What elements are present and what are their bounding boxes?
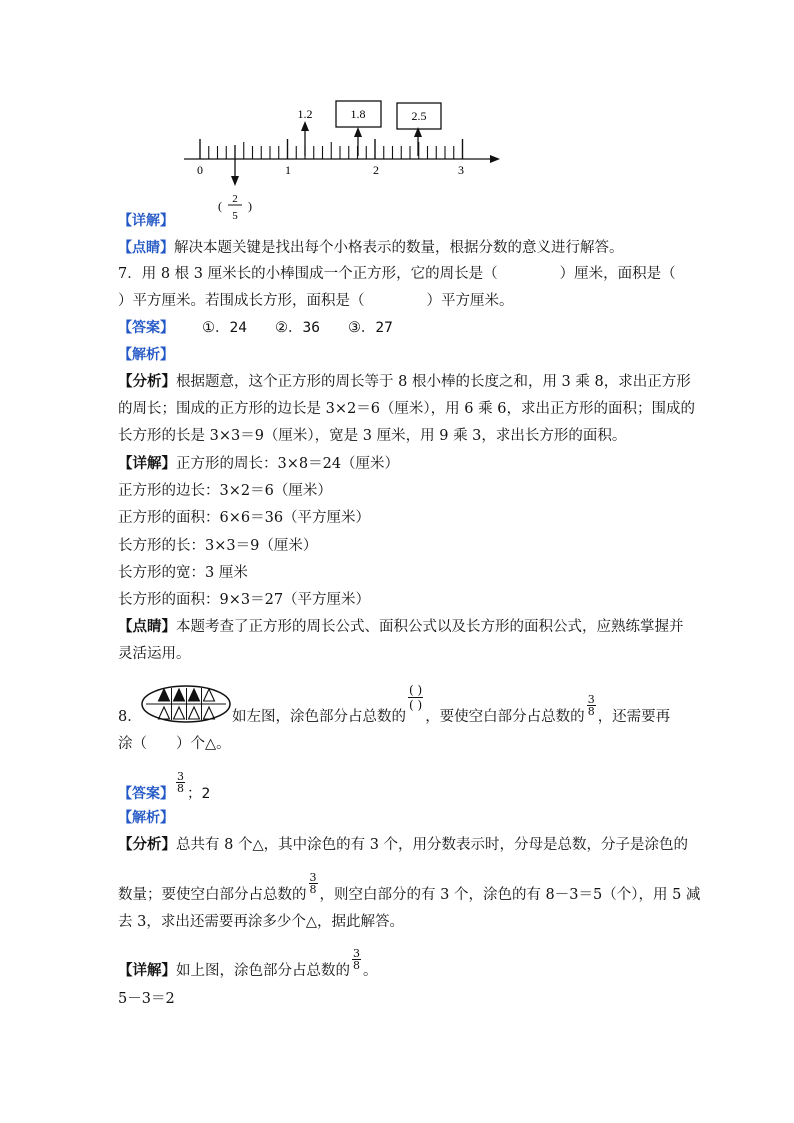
detail-tag: 【详解】 [118, 213, 174, 229]
q7-fenxi-line-2 [118, 398, 695, 420]
triangle-oval-figure [140, 683, 232, 725]
q7-detail-line-2 [118, 480, 678, 502]
axis-arrow-icon [490, 155, 500, 163]
fraction-3-8 [352, 948, 361, 971]
q8-fenxi-line-3 [118, 911, 678, 933]
q8-detail-line-1 [118, 946, 678, 982]
frac-num: 3 [587, 692, 595, 706]
empty-triangle-icon [204, 689, 215, 701]
fenxi-tag: 【分析】 [118, 836, 176, 853]
fenxi-text: 数量；要使空白部分占总数的 [118, 887, 307, 903]
comment-tag: 【点睛】 [118, 618, 176, 635]
q8-text: ，要使空白部分占总数的 [425, 709, 585, 725]
answer-rest: ；2 [187, 786, 211, 802]
comment-text: 灵活运用。 [118, 646, 191, 662]
q7-fenxi-line-3 [118, 425, 678, 447]
tick-label-2: 2 [373, 163, 379, 177]
frac-num: 3 [177, 769, 184, 783]
frac-den: 8 [587, 704, 595, 718]
q8-question-line-2 [118, 733, 678, 755]
q6-detail-line [118, 210, 678, 232]
analysis-tag: 【解析】 [118, 810, 174, 826]
q7-detail-line-5 [118, 562, 678, 584]
detail-tag: 【详解】 [118, 455, 176, 472]
comment-tag: 【点睛】 [118, 240, 174, 256]
q7-fenxi-line-1 [118, 371, 691, 393]
frac-num: 3 [309, 870, 317, 884]
q6-comment-line [118, 237, 678, 259]
q8-fenxi-line-2 [118, 870, 701, 906]
fenxi-text: 根据题意，这个正方形的周长等于 8 根小棒的长度之和，用 3 乘 8，求出正方形 [176, 374, 691, 390]
mark-label-1-8: 1.8 [350, 107, 366, 121]
empty-triangle-icon [174, 707, 185, 719]
q8-answer-line [118, 769, 678, 805]
empty-triangle-icon [204, 707, 215, 719]
q7-question-line-1 [118, 263, 678, 285]
q7-detail-line-4 [118, 535, 678, 557]
q7-detail-line-6 [118, 589, 678, 611]
arrow-up-icon [301, 121, 309, 131]
down-mark-numerator: 2 [232, 193, 238, 205]
q8-text: 涂（ ）个△。 [118, 736, 231, 752]
detail-text: 长方形的宽：3 厘米 [118, 565, 248, 581]
answer-3: ③．27 [347, 320, 393, 336]
detail-text: 长方形的面积：9×3＝27（平方厘米） [118, 592, 371, 608]
tick-label-0: 0 [197, 163, 203, 177]
q7-text: ）平方厘米。 [426, 293, 514, 309]
frac-den: 8 [309, 882, 317, 896]
q8-text: 如左图，涂色部分占总数的 [232, 709, 406, 725]
fenxi-text: 长方形的长是 3×3＝9（厘米），宽是 3 厘米，用 9 乘 3，求出长方形的面积。 [118, 428, 627, 444]
q7-text: ）平方厘米。若围成长方形，面积是（ [118, 293, 365, 309]
detail-text: 正方形的边长：3×2＝6（厘米） [118, 483, 332, 499]
shaded-triangle-icon [174, 689, 185, 701]
blank-frac-den: ( ) [409, 697, 423, 712]
q8-text: ，还需要再 [597, 709, 671, 725]
blank-frac-num: ( ) [409, 682, 423, 697]
q8-detail-line-2 [118, 988, 678, 1010]
answer-2: ②．36 [274, 320, 320, 336]
comment-text: 解决本题关键是找出每个小格表示的数量，根据分数的意义进行解答。 [174, 240, 624, 256]
q7-answer-line [118, 317, 678, 339]
q8-analysis-line [118, 807, 678, 829]
fenxi-text: 总共有 8 个△，其中涂色的有 3 个，用分数表示时，分母是总数，分子是涂色的 [176, 837, 689, 853]
q8-fenxi-line-1 [118, 834, 689, 856]
q7-detail-line-1 [118, 453, 678, 475]
detail-text: 。 [363, 963, 378, 979]
down-mark-denominator: 5 [232, 210, 238, 222]
answer-fraction [176, 771, 185, 794]
detail-text: 正方形的周长：3×8＝24（厘米） [176, 456, 400, 472]
frac-num: 3 [353, 946, 360, 960]
detail-tag: 【详解】 [118, 962, 176, 979]
fenxi-text: ，则空白部分的有 3 个，涂色的有 8－3＝5（个），用 5 减 [319, 887, 701, 903]
frac-den: 8 [177, 781, 184, 795]
fenxi-tag: 【分析】 [118, 373, 176, 390]
empty-triangle-icon [189, 707, 200, 719]
q8-number: 8． [118, 709, 142, 725]
detail-text: 正方形的面积：6×6＝36（平方厘米） [118, 510, 371, 526]
q7-detail-line-3 [118, 507, 678, 529]
number-line-figure [0, 0, 794, 230]
detail-text: 如上图，涂色部分占总数的 [176, 963, 350, 979]
mark-label-1-2: 1.2 [297, 107, 313, 121]
down-mark-open-paren: ( [218, 199, 222, 213]
q7-text: ）厘米，面积是（ [559, 266, 676, 282]
shaded-triangle-icon [159, 689, 170, 701]
q7-analysis-line [118, 344, 678, 366]
fenxi-text: 去 3，求出还需要再涂多少个△，据此解答。 [118, 914, 404, 930]
analysis-tag: 【解析】 [118, 347, 174, 363]
fraction-3-8 [309, 872, 318, 895]
q7-question-line-2 [118, 290, 678, 312]
down-mark-close-paren: ) [248, 199, 252, 213]
fenxi-text: 的周长；围成的正方形的边长是 3×2＝6（厘米），用 6 乘 6，求出正方形的面积；围成的 [118, 401, 695, 417]
answer-1: ①．24 [202, 320, 247, 336]
shaded-triangle-icon [189, 689, 200, 701]
answer-tag: 【答案】 [118, 320, 174, 336]
q7-comment-line-2 [118, 643, 678, 665]
q8-question-text [232, 682, 682, 728]
comment-text: 本题考查了正方形的周长公式、面积公式以及长方形的面积公式，应熟练掌握并 [176, 619, 684, 635]
arrow-up-icon [354, 127, 362, 137]
frac-den: 8 [353, 958, 360, 972]
detail-text: 长方形的长：3×3＝9（厘米） [118, 538, 318, 554]
empty-triangle-icon [159, 707, 170, 719]
answer-tag: 【答案】 [118, 786, 174, 802]
tick-label-1: 1 [285, 163, 291, 177]
mark-label-2-5: 2.5 [411, 109, 427, 123]
tick-label-3: 3 [458, 163, 464, 177]
detail-text: 5－3＝2 [118, 991, 175, 1007]
q7-text: 7．用 8 根 3 厘米长的小棒围成一个正方形，它的周长是（ [118, 266, 498, 282]
blank-fraction [408, 683, 423, 712]
q7-comment-line-1 [118, 616, 684, 638]
fraction-3-8 [587, 694, 596, 717]
arrow-down-icon [231, 176, 239, 186]
